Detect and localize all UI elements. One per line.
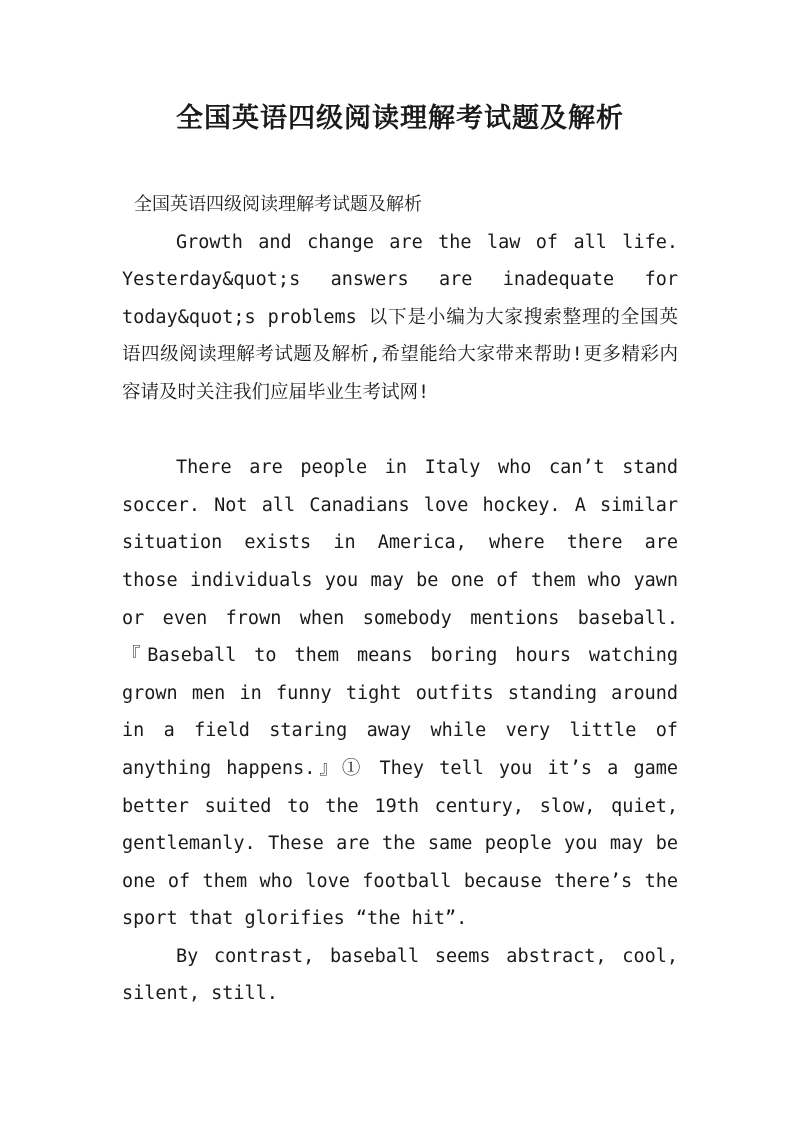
document-title: 全国英语四级阅读理解考试题及解析	[176, 103, 624, 134]
document-body	[122, 186, 678, 1013]
paragraph-baseball: There are people in Italy who can’t stand soccer. Not all Canadians love hockey. A similar situation exists in America, where there are those individuals you may be one of them who yawn or even frown when somebody mentions baseball. 『Baseball to them means boring hours watching grown men in funny tight outfits standing around in a field staring away while very little of anything happens.』① They tell you it’s a game better suited to the 19th century, slow, quiet, gentlemanly. These are the same people you may be one of them who love football because there’s the sport that glorifies “the hit”.	[122, 457, 678, 930]
paragraph-spacer	[122, 412, 678, 450]
paragraph-intro: Growth and change are the law of all life. Yesterday&quot;s answers are inadequate for today&quot;s problems 以下是小编为大家搜索整理的全国英语四级阅读理解考试题及解析,希望能给大家带来帮助!更多精彩内容请及时关注我们应届毕业生考试网!	[122, 231, 678, 403]
paragraph-contrast: By contrast, baseball seems abstract, cool, silent, still.	[122, 945, 678, 1005]
document-subtitle: 全国英语四级阅读理解考试题及解析	[134, 194, 422, 215]
